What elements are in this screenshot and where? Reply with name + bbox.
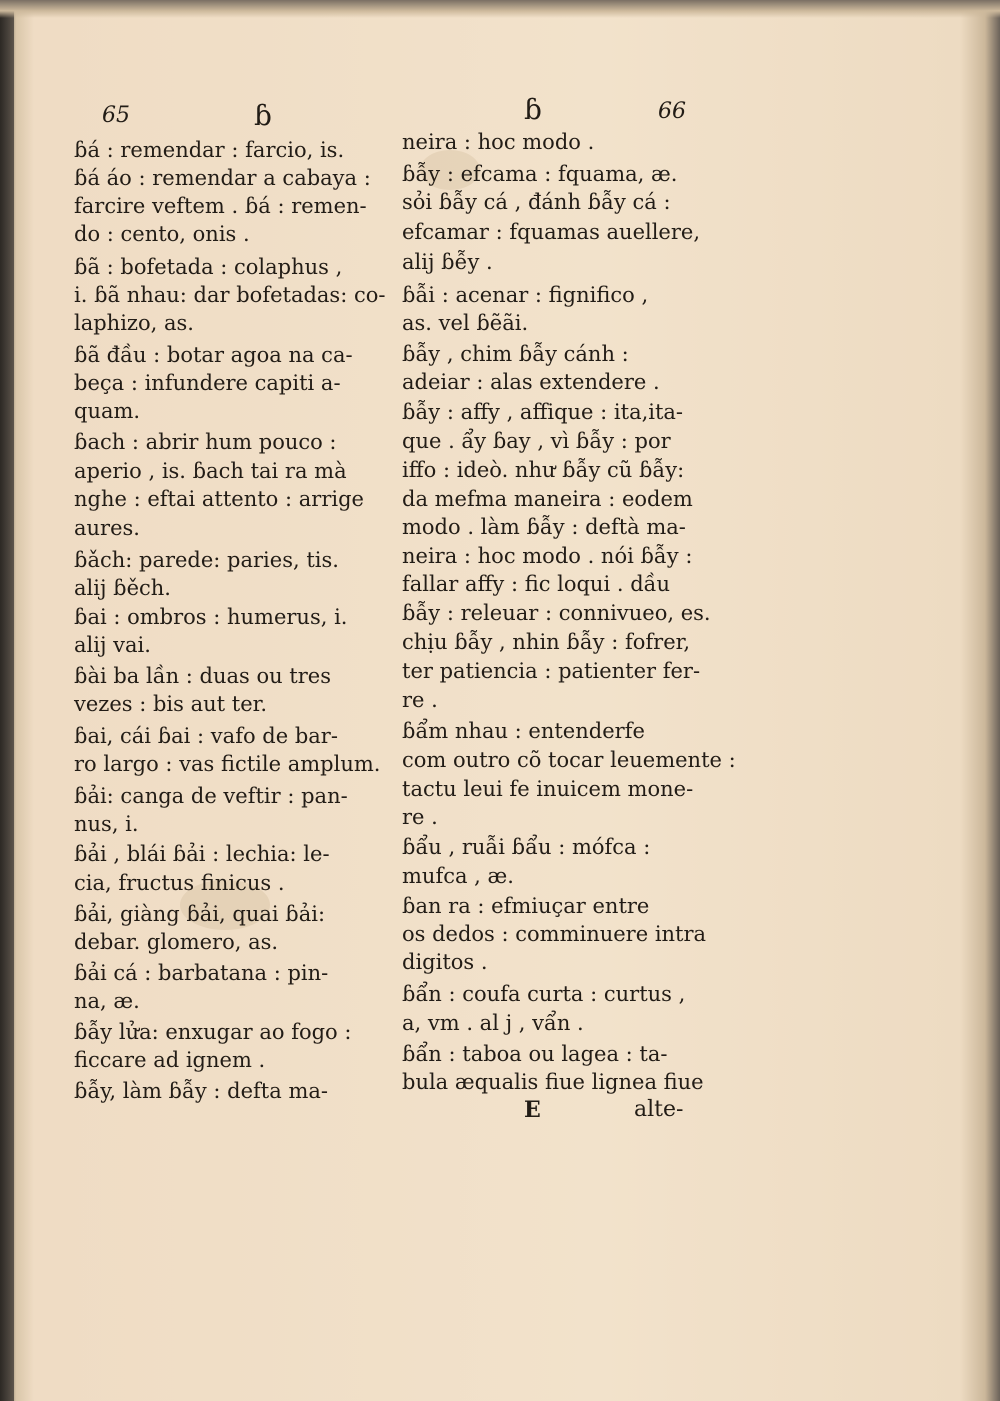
left-line-9: beça : infundere capiti a- (74, 371, 341, 395)
left-line-32: ficcare ad ignem . (74, 1048, 266, 1072)
left-line-7: laphizo, as. (74, 311, 194, 335)
left-line-20: vezes : bis aut ter. (74, 692, 268, 716)
left-line-30: na, æ. (74, 989, 140, 1013)
right-line-33: bula æqualis fiue lignea fiue (402, 1070, 704, 1094)
right-line-9: adeiar : alas extendere . (402, 370, 660, 394)
left-letter-heading: ɓ (254, 99, 272, 132)
left-line-22: ro largo : vas fictile amplum. (74, 752, 381, 776)
left-line-10: quam. (74, 399, 141, 423)
right-line-14: modo . làm ɓẫy : deftà ma- (402, 515, 686, 539)
right-line-13: da mefma maneira : eodem (402, 487, 693, 511)
right-line-8: ɓẫy , chim ɓẫy cánh : (402, 342, 629, 366)
left-line-21: ɓai, cái ɓai : vafo de bar- (74, 724, 338, 748)
book-spine (0, 0, 14, 1401)
left-line-5: ɓã : bofetada : colaphus , (74, 255, 343, 279)
left-line-19: ɓài ba lần : duas ou tres (74, 664, 331, 688)
right-line-15: neira : hoc modo . nói ɓẫy : (402, 544, 693, 568)
left-line-2: ɓá áo : remendar a cabaya : (74, 166, 371, 190)
left-line-4: do : cento, onis . (74, 222, 250, 246)
right-line-23: tactu leui fe inuicem mone- (402, 777, 694, 801)
right-letter-heading: ɓ (524, 93, 542, 126)
left-line-12: aperio , is. ɓach tai ra mà (74, 459, 347, 483)
left-line-15: ɓǎch: parede: paries, tis. (74, 548, 339, 572)
right-line-24: re . (402, 805, 438, 829)
left-line-14: aures. (74, 516, 140, 540)
right-line-16: fallar affy : fic loqui . dầu (402, 572, 671, 596)
left-page-number: 65 (102, 103, 130, 128)
right-line-5: alij ɓễy . (402, 250, 493, 274)
catchword: alte- (634, 1097, 684, 1122)
left-line-17: ɓai : ombros : humerus, i. (74, 605, 348, 629)
right-line-28: os dedos : comminuere intra (402, 922, 707, 946)
left-line-24: nus, i. (74, 812, 139, 836)
left-line-27: ɓải, giàng ɓải, quai ɓải: (74, 902, 326, 926)
left-line-25: ɓải , blái ɓải : lechia: le- (74, 842, 330, 866)
left-line-8: ɓã đầu : botar agoa na ca- (74, 343, 353, 367)
right-line-1: neira : hoc modo . (402, 130, 595, 154)
left-line-11: ɓach : abrir hum pouco : (74, 430, 337, 454)
left-line-13: nghe : eftai attento : arrige (74, 487, 364, 511)
left-line-23: ɓải: canga de veftir : pan- (74, 784, 348, 808)
right-line-26: mufca , æ. (402, 864, 514, 888)
left-line-6: i. ɓã nhau: dar bofetadas: co- (74, 283, 386, 307)
right-line-21: ɓẩm nhau : entenderfe (402, 719, 645, 743)
right-page-number: 66 (658, 99, 686, 124)
left-line-18: alij vai. (74, 633, 151, 657)
right-line-32: ɓẩn : taboa ou lagea : ta- (402, 1042, 668, 1066)
left-line-16: alij ɓěch. (74, 576, 171, 600)
left-line-1: ɓá : remendar : farcio, is. (74, 138, 345, 162)
right-line-30: ɓẩn : coufa curta : curtus , (402, 982, 686, 1006)
signature-mark: E (524, 1097, 541, 1123)
right-line-10: ɓẫy : affy , affique : ita,ita- (402, 400, 684, 424)
right-line-3: sỏi ɓẫy cá , đánh ɓẫy cá : (402, 190, 671, 214)
right-line-31: a, vm . al j , vẩn . (402, 1011, 584, 1035)
right-line-4: efcamar : fquamas auellere, (402, 220, 700, 244)
right-line-6: ɓẫi : acenar : fignifico , (402, 283, 649, 307)
left-line-3: farcire veftem . ɓá : remen- (74, 194, 367, 218)
page-top-edge (0, 0, 1000, 18)
right-line-18: chịu ɓẫy , nhin ɓẫy : fofrer, (402, 630, 691, 654)
right-line-29: digitos . (402, 950, 488, 974)
right-line-11: que . ẩy ɓay , vì ɓẫy : por (402, 429, 671, 453)
right-line-27: ɓan ra : efmiuçar entre (402, 894, 650, 918)
right-line-2: ɓẫy : efcama : fquama, æ. (402, 162, 678, 186)
left-line-31: ɓẫy lửa: enxugar ao fogo : (74, 1020, 352, 1044)
right-line-20: re . (402, 688, 438, 712)
right-line-12: iffo : ideò. như ɓẫy cũ ɓẫy: (402, 458, 685, 482)
left-line-28: debar. glomero, as. (74, 930, 279, 954)
right-line-7: as. vel ɓẽãi. (402, 311, 529, 335)
left-line-33: ɓẫy, làm ɓẫy : defta ma- (74, 1079, 328, 1103)
right-line-22: com outro cõ tocar leuemente : (402, 748, 736, 772)
right-line-17: ɓẫy : releuar : connivueo, es. (402, 601, 711, 625)
right-line-19: ter patiencia : patienter fer- (402, 659, 701, 683)
right-line-25: ɓẩu , ruẫi ɓẩu : mófca : (402, 835, 651, 859)
left-line-26: cia, fructus finicus . (74, 871, 285, 895)
left-line-29: ɓải cá : barbatana : pin- (74, 961, 329, 985)
